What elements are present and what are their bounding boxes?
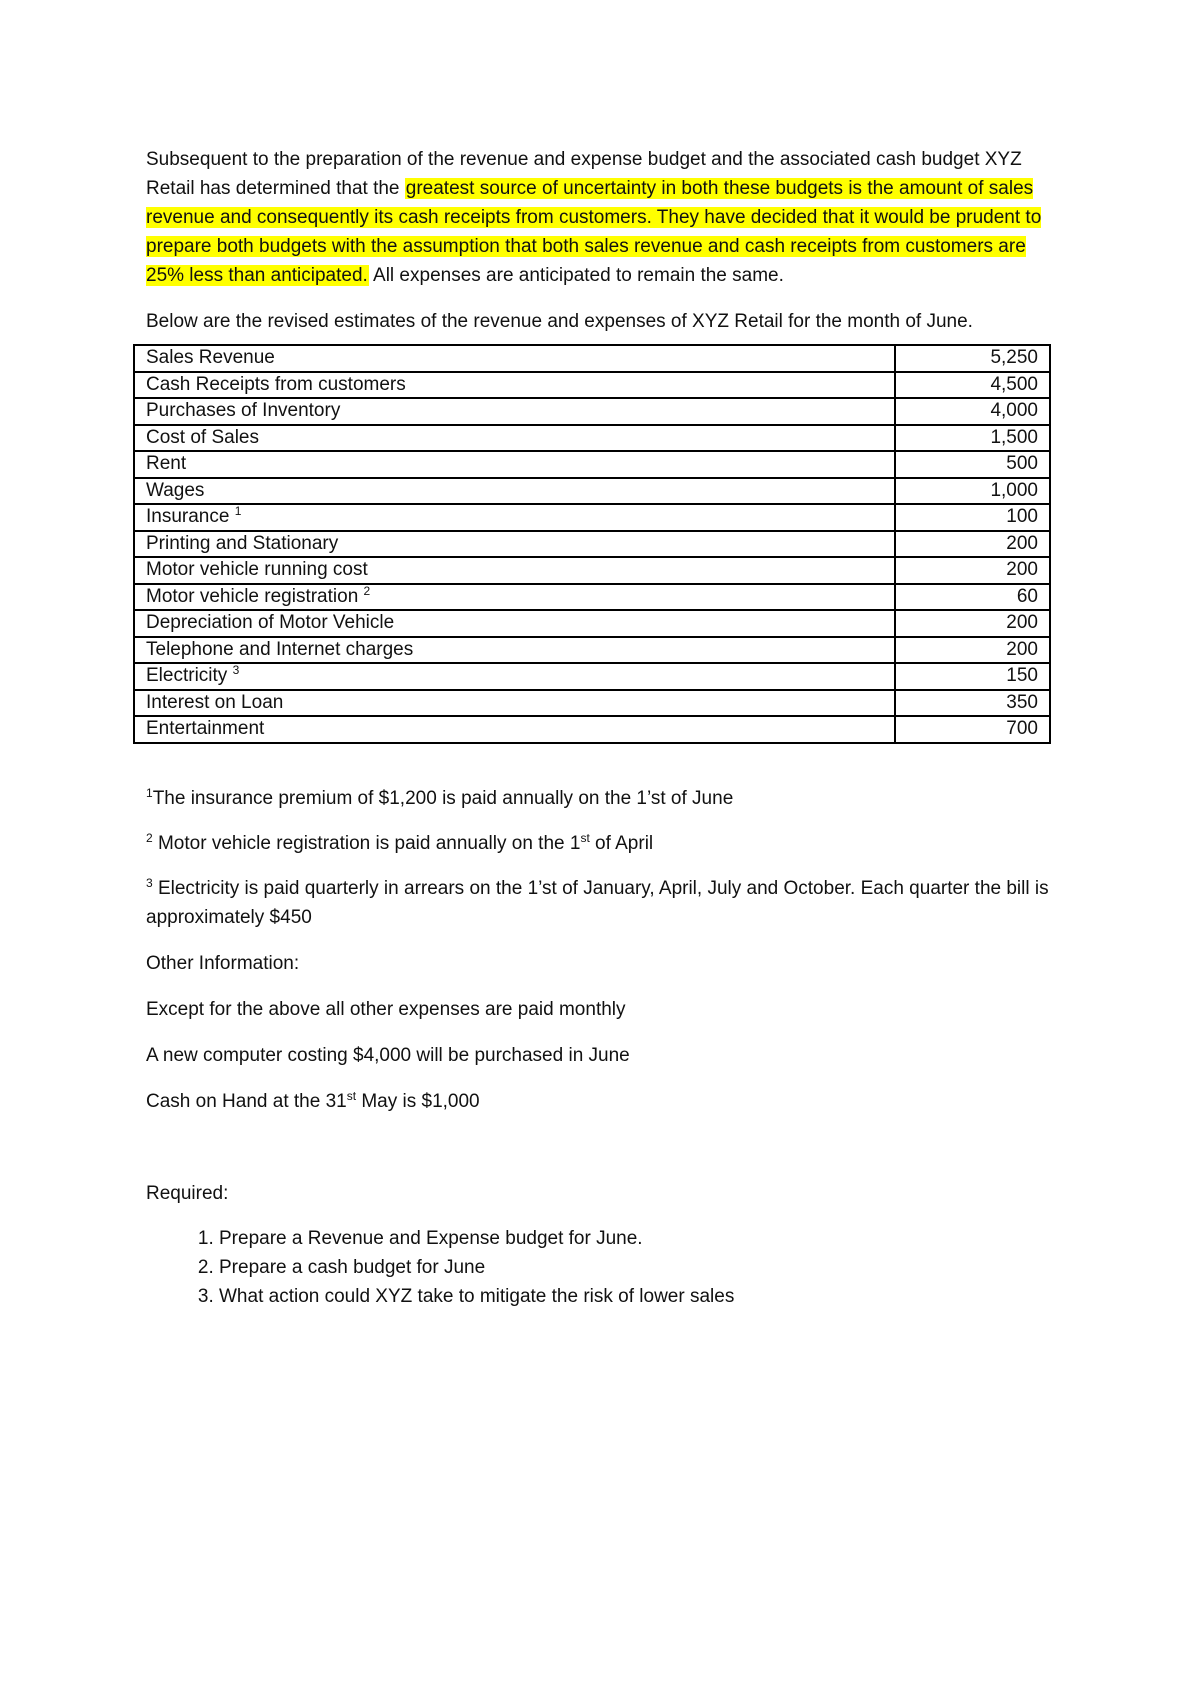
row-label (134, 557, 895, 584)
row-value: 4,500 (895, 372, 1050, 399)
required-item: 2. Prepare a cash budget for June (219, 1253, 1066, 1282)
row-label (134, 345, 895, 372)
table-row (134, 716, 1050, 743)
footnote-2 (146, 829, 1066, 858)
other-info-line-3 (146, 1087, 1066, 1116)
intro-text-end: All expenses are anticipated to remain the same. (368, 265, 784, 286)
other-info-line-2: A new computer costing $4,000 will be purchased in June (146, 1044, 630, 1066)
row-label-text: Sales Revenue (146, 347, 275, 369)
required-list (146, 1224, 1066, 1311)
footnote-3 (146, 874, 1066, 932)
table-row (134, 610, 1050, 637)
row-label (134, 716, 895, 743)
row-label-text: Interest on Loan (146, 691, 284, 713)
row-value: 1,500 (895, 425, 1050, 452)
table-row (134, 531, 1050, 558)
footnote-2-mark: 2 (146, 830, 153, 845)
table-row (134, 690, 1050, 717)
intro-paragraph (146, 145, 1066, 290)
table-row (134, 663, 1050, 690)
row-label-text: Motor vehicle running cost (146, 559, 368, 581)
row-label-text: Cost of Sales (146, 426, 259, 448)
table-intro: Below are the revised estimates of the revenue and expenses of XYZ Retail for the month of June. (146, 311, 973, 332)
row-value: 5,250 (895, 345, 1050, 372)
row-label-text: Wages (146, 479, 205, 501)
row-value: 1,000 (895, 478, 1050, 505)
row-footnote-mark: 3 (232, 663, 240, 678)
cash-on-hand-sup: st (346, 1088, 357, 1103)
table-row (134, 478, 1050, 505)
row-label (134, 425, 895, 452)
row-footnote-mark: 2 (363, 583, 371, 598)
row-label (134, 610, 895, 637)
row-value: 200 (895, 531, 1050, 558)
row-label-text: Electricity (146, 665, 228, 687)
footnote-2-text-a: Motor vehicle registration is paid annually on the 1 (157, 832, 581, 854)
other-info-line-1: Except for the above all other expenses are paid monthly (146, 998, 626, 1020)
footnote-3-text: Electricity is paid quarterly in arrears on the 1’st of January, April, July and October. Each quarter the bill is approximately $450 (146, 877, 1049, 928)
row-label (134, 663, 895, 690)
row-label-text: Motor vehicle registration (146, 585, 359, 607)
footnote-3-mark: 3 (146, 875, 153, 890)
table-row (134, 557, 1050, 584)
row-value: 200 (895, 637, 1050, 664)
row-label-text: Telephone and Internet charges (146, 638, 414, 660)
row-value: 150 (895, 663, 1050, 690)
row-label (134, 398, 895, 425)
table-row (134, 345, 1050, 372)
row-value: 200 (895, 610, 1050, 637)
row-footnote-mark: 1 (234, 504, 242, 519)
row-label (134, 531, 895, 558)
footnote-1-text: The insurance premium of $1,200 is paid annually on the 1’st of June (152, 787, 734, 809)
cash-on-hand-text-b: May is $1,000 (356, 1090, 480, 1112)
table-row (134, 584, 1050, 611)
intro-text-start: Subsequent to the preparation of the revenue and expense budget and the associated cash budget XYZ Retail has determined that the (146, 149, 1022, 199)
row-label-text: Rent (146, 453, 187, 475)
row-label (134, 372, 895, 399)
table-row (134, 504, 1050, 531)
row-value: 700 (895, 716, 1050, 743)
row-value: 200 (895, 557, 1050, 584)
footnote-1-mark: 1 (146, 785, 153, 800)
row-label (134, 451, 895, 478)
other-info-heading: Other Information: (146, 952, 300, 974)
row-value: 100 (895, 504, 1050, 531)
cash-on-hand-text-a: Cash on Hand at the 31 (146, 1090, 347, 1112)
footnote-1 (146, 784, 1066, 813)
footnote-2-sup: st (580, 830, 590, 845)
row-label (134, 584, 895, 611)
required-item: 1. Prepare a Revenue and Expense budget for June. (219, 1224, 1066, 1253)
table-row (134, 425, 1050, 452)
row-label-text: Printing and Stationary (146, 532, 339, 554)
document-page (146, 145, 1066, 1311)
row-value: 500 (895, 451, 1050, 478)
row-value: 4,000 (895, 398, 1050, 425)
footnote-2-text-b: of April (589, 832, 654, 854)
row-label-text: Purchases of Inventory (146, 400, 341, 422)
required-item: 3. What action could XYZ take to mitigate the risk of lower sales (219, 1282, 1066, 1311)
table-row (134, 398, 1050, 425)
table-row (134, 451, 1050, 478)
row-value: 60 (895, 584, 1050, 611)
row-label (134, 637, 895, 664)
row-label-text: Cash Receipts from customers (146, 373, 406, 395)
table-row (134, 372, 1050, 399)
row-label-text: Insurance (146, 506, 230, 528)
table-row (134, 637, 1050, 664)
row-label (134, 690, 895, 717)
row-value: 350 (895, 690, 1050, 717)
row-label-text: Entertainment (146, 718, 265, 740)
row-label-text: Depreciation of Motor Vehicle (146, 612, 395, 634)
required-heading: Required: (146, 1182, 229, 1204)
row-label (134, 478, 895, 505)
highlighted-text: greatest source of uncertainty in both these budgets is the amount of sales revenue and consequently its cash receipts from customers. They have decided that it would be prudent to prepare both budgets with the assumption that both sales revenue and cash receipts from customers are 25% less than anticipated. (146, 178, 1042, 286)
row-label (134, 504, 895, 531)
budget-table (133, 344, 1051, 744)
